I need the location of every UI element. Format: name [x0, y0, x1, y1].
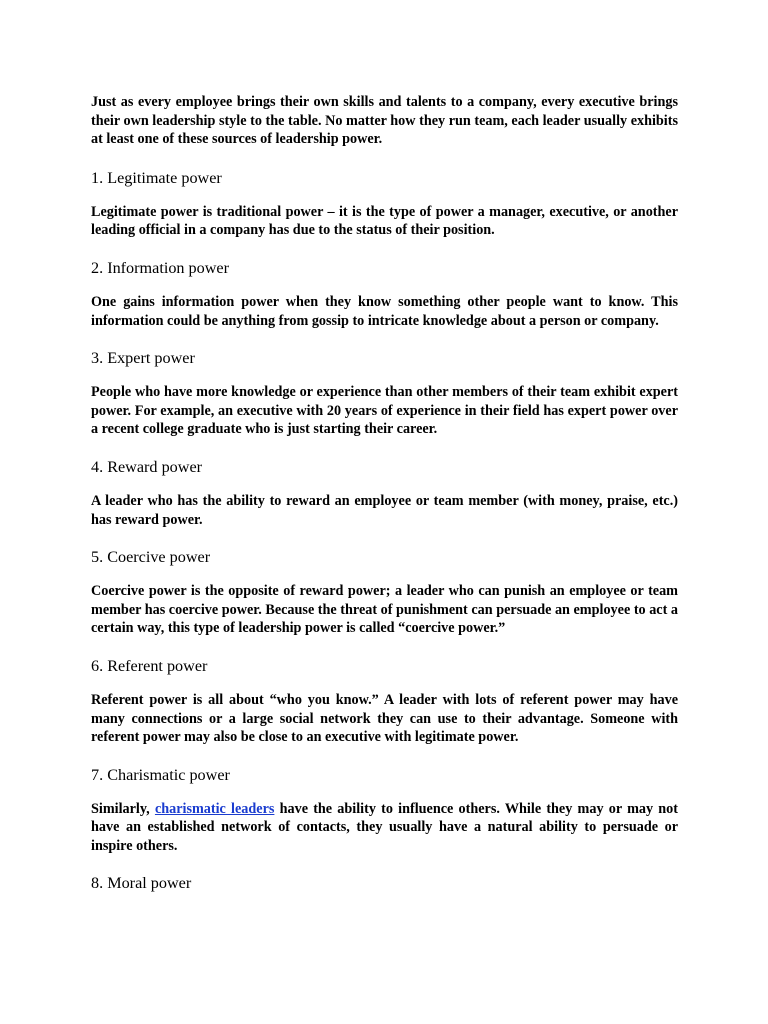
- section-heading-information-power: 2. Information power: [91, 258, 230, 277]
- section-heading-reward-power: 4. Reward power: [91, 457, 203, 476]
- section-text-reward-power: A leader who has the ability to reward an employee or team member (with money, praise, etc.) has reward power.: [91, 492, 678, 528]
- section-heading-expert-power: 3. Expert power: [91, 349, 195, 368]
- charismatic-text-before: Similarly,: [91, 800, 155, 817]
- charismatic-text-after: have the ability to influence others. While they may or may not have an established network of contacts, they usually have a natural ability to persuade or inspire others.: [91, 800, 678, 854]
- section-text-coercive-power: Coercive power is the opposite of reward power; a leader who can punish an employee or team member has coercive power. Because the threat of punishment can persuade an employee to act a certain way, this type of leadership power is called “coercive power.”: [91, 583, 678, 637]
- section-text-legitimate-power: Legitimate power is traditional power – it is the type of power a manager, executive, or another leading official in a company has due to the status of their position.: [91, 203, 678, 239]
- section-heading-referent-power: 6. Referent power: [91, 656, 208, 675]
- section-heading-coercive-power: 5. Coercive power: [91, 548, 211, 567]
- charismatic-leaders-link[interactable]: charismatic leaders: [154, 800, 275, 817]
- section-heading-legitimate-power: 1. Legitimate power: [91, 168, 222, 187]
- section-text-expert-power: People who have more knowledge or experience than other members of their team exhibit expert power. For example, an executive with 20 years of experience in their field has expert power over a recent college graduate who is just starting their career.: [91, 384, 678, 438]
- section-text-charismatic-power: [91, 800, 678, 856]
- section-heading-charismatic-power: 7. Charismatic power: [91, 765, 230, 784]
- intro-paragraph: Just as every employee brings their own skills and talents to a company, every executive brings their own leadership style to the table. No matter how they run team, each leader usually exhibits at least one of these sources of leadership power.: [91, 94, 678, 148]
- section-text-referent-power: Referent power is all about “who you know.” A leader with lots of referent power may have many connections or a large social network they can use to their advantage. Someone with referent power may also be close to an executive with legitimate power.: [91, 691, 678, 746]
- section-heading-moral-power: 8. Moral power: [91, 874, 192, 893]
- section-text-information-power: One gains information power when they know something other people want to know. This information could be anything from gossip to intricate knowledge about a person or company.: [91, 293, 678, 329]
